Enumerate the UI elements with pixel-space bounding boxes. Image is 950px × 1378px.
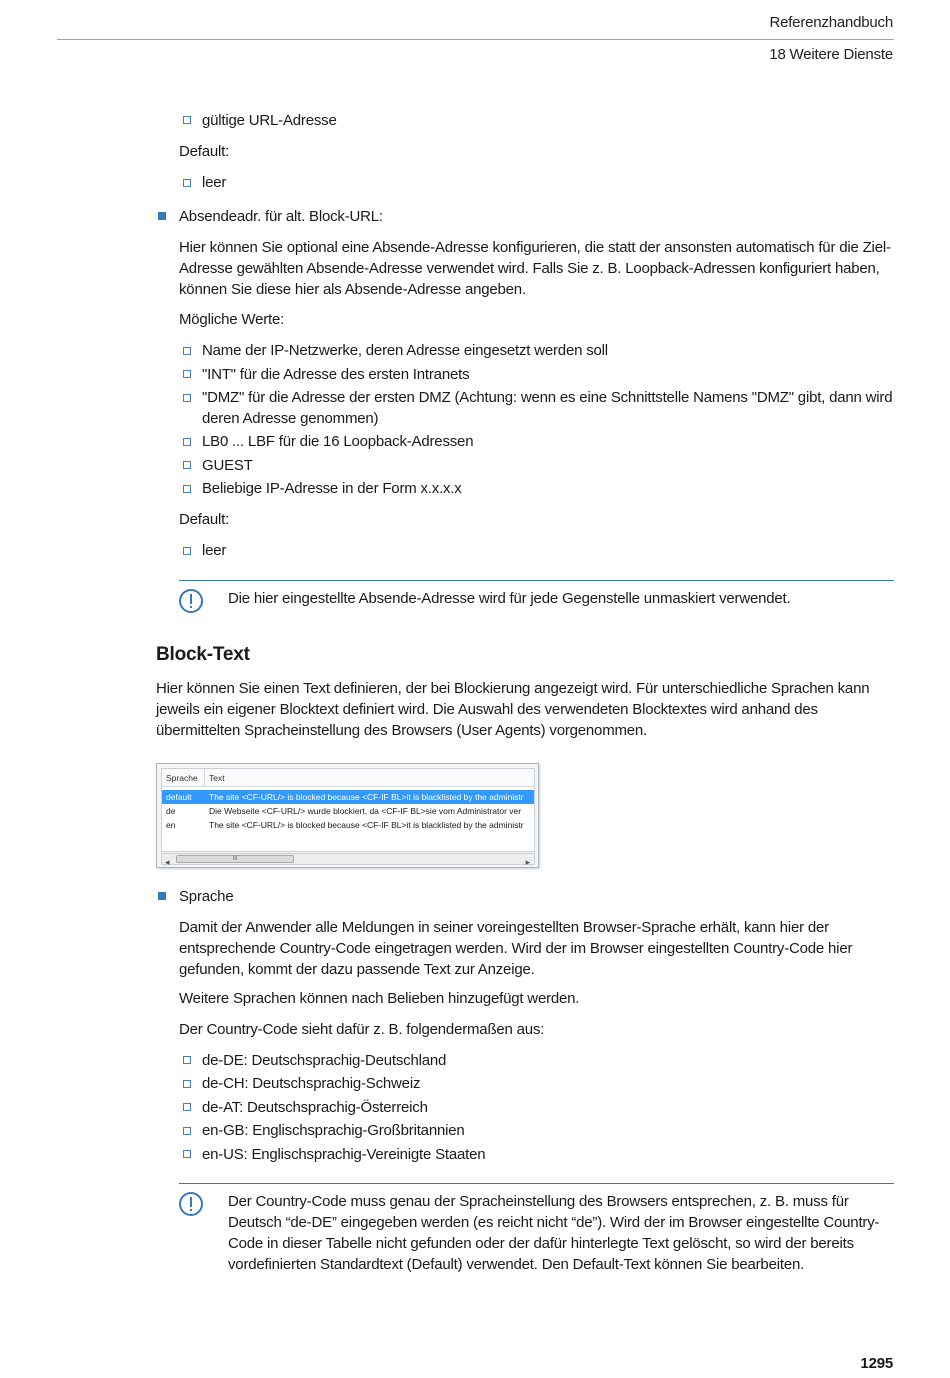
values-label: Mögliche Werte: <box>179 311 285 328</box>
list-square-icon <box>183 461 191 469</box>
note-divider <box>179 1183 894 1184</box>
info-exclamation-icon <box>179 589 203 613</box>
default-label: Default: <box>179 143 230 160</box>
list-item: de-CH: Deutschsprachig-Schweiz <box>202 1075 421 1092</box>
list-square-icon <box>183 116 191 124</box>
document-title: Referenzhandbuch <box>769 14 893 31</box>
parameter-title: Sprache <box>179 888 234 905</box>
scroll-left-arrow-icon[interactable]: ◂ <box>165 857 170 867</box>
note-text: Die hier eingestellte Absende-Adresse wird für jede Gegenstelle unmaskiert verwendet. <box>228 590 791 607</box>
list-item: Beliebige IP-Adresse in der Form x.x.x.x <box>202 480 462 497</box>
bullet-square-icon <box>158 212 166 220</box>
list-item: gültige URL-Adresse <box>202 112 337 129</box>
list-item: Name der IP-Netzwerke, deren Adresse eingesetzt werden soll <box>202 342 608 359</box>
table-header <box>162 769 534 787</box>
parameter-title: Absendeadr. für alt. Block-URL: <box>179 208 383 225</box>
horizontal-scrollbar[interactable] <box>161 853 535 865</box>
scroll-right-arrow-icon[interactable]: ▸ <box>525 857 530 867</box>
page-number: 1295 <box>860 1355 893 1372</box>
column-header-language[interactable]: Sprache <box>166 773 198 783</box>
row-language: default <box>166 792 192 802</box>
list-square-icon <box>183 1080 191 1088</box>
list-item: en-GB: Englischsprachig-Großbritannien <box>202 1122 465 1139</box>
paragraph: Der Country-Code sieht dafür z. B. folgendermaßen aus: <box>179 1021 545 1038</box>
list-item: en-US: Englischsprachig-Vereinigte Staaten <box>202 1146 486 1163</box>
scrollbar-thumb[interactable]: III <box>176 855 294 863</box>
header-divider <box>57 39 894 40</box>
note-divider <box>179 580 894 581</box>
list-item: LB0 ... LBF für die 16 Loopback-Adressen <box>202 433 474 450</box>
default-label: Default: <box>179 511 230 528</box>
row-language: en <box>166 820 176 830</box>
section-description: Hier können Sie einen Text definieren, der bei Blockierung angezeigt wird. Für unterschiedliche Sprachen kann jeweils ein eigener Blocktext definiert wird. Die Auswahl des verwendeten Blocktextes wird anhand des übermittelten Spracheinstellung des Browsers (User Agents) vorgenommen. <box>156 680 870 739</box>
default-value: leer <box>202 174 227 191</box>
row-text: The site <CF-URL/> is blocked because <CF-IF BL>it is blacklisted by the administr <box>209 820 524 830</box>
list-square-icon <box>183 370 191 378</box>
list-square-icon <box>183 1150 191 1158</box>
list-item: "INT" für die Adresse des ersten Intranets <box>202 366 470 383</box>
column-divider <box>204 769 205 787</box>
row-text: Die Webseite <CF-URL/> wurde blockiert, da <CF-IF BL>sie vom Administrator ver <box>209 806 522 816</box>
list-item: de-DE: Deutschsprachig-Deutschland <box>202 1052 447 1069</box>
block-text-table <box>161 768 535 852</box>
list-item: de-AT: Deutschsprachig-Österreich <box>202 1099 428 1116</box>
list-square-icon <box>183 1103 191 1111</box>
default-value: leer <box>202 542 227 559</box>
note-text: Der Country-Code muss genau der Spracheinstellung des Browsers entsprechen, z. B. muss für Deutsch “de-DE” eingegeben werden (es reicht nicht “de”). Wird der im Browser eingestellte Country-Code in dieser Tabelle nicht gefunden oder der dafür hinterlegte Text gelöscht, so wird der bereits vordefinierten Standardtext (Default) verwendet. Den Default-Text können Sie bearbeiten. <box>228 1193 880 1273</box>
list-item: "DMZ" für die Adresse der ersten DMZ (Achtung: wenn es eine Schnittstelle Namens "DMZ" gibt, dann wird deren Adresse genommen) <box>202 389 893 427</box>
column-header-text[interactable]: Text <box>209 773 225 783</box>
list-square-icon <box>183 179 191 187</box>
section-heading: Block-Text <box>156 644 250 665</box>
list-square-icon <box>183 347 191 355</box>
paragraph: Weitere Sprachen können nach Belieben hinzugefügt werden. <box>179 990 580 1007</box>
parameter-description: Damit der Anwender alle Meldungen in seiner voreingestellten Browser-Sprache erhält, kann hier der entsprechende Country-Code eingetragen werden. Wird der im Browser eingestellten Country-Code hier gefunden, kommt der dazu passende Text zur Anzeige. <box>179 919 853 978</box>
table-row[interactable] <box>162 804 534 818</box>
list-square-icon <box>183 485 191 493</box>
list-square-icon <box>183 1127 191 1135</box>
list-square-icon <box>183 1056 191 1064</box>
list-square-icon <box>183 438 191 446</box>
table-row[interactable] <box>162 818 534 832</box>
block-text-table-screenshot <box>156 763 539 868</box>
list-square-icon <box>183 394 191 402</box>
list-square-icon <box>183 547 191 555</box>
bullet-square-icon <box>158 892 166 900</box>
info-exclamation-icon <box>179 1192 203 1216</box>
row-language: de <box>166 806 176 816</box>
list-item: GUEST <box>202 457 253 474</box>
chapter-title: 18 Weitere Dienste <box>769 46 893 63</box>
table-row[interactable] <box>162 790 534 804</box>
parameter-description: Hier können Sie optional eine Absende-Adresse konfigurieren, die statt der ansonsten automatisch für die Ziel-Adresse gewählten Absende-Adresse verwendet wird. Falls Sie z. B. Loopback-Adressen konfiguriert haben, können Sie diese hier als Absende-Adresse angeben. <box>179 239 891 298</box>
row-text: The site <CF-URL/> is blocked because <CF-IF BL>it is blacklisted by the administr <box>209 792 524 802</box>
